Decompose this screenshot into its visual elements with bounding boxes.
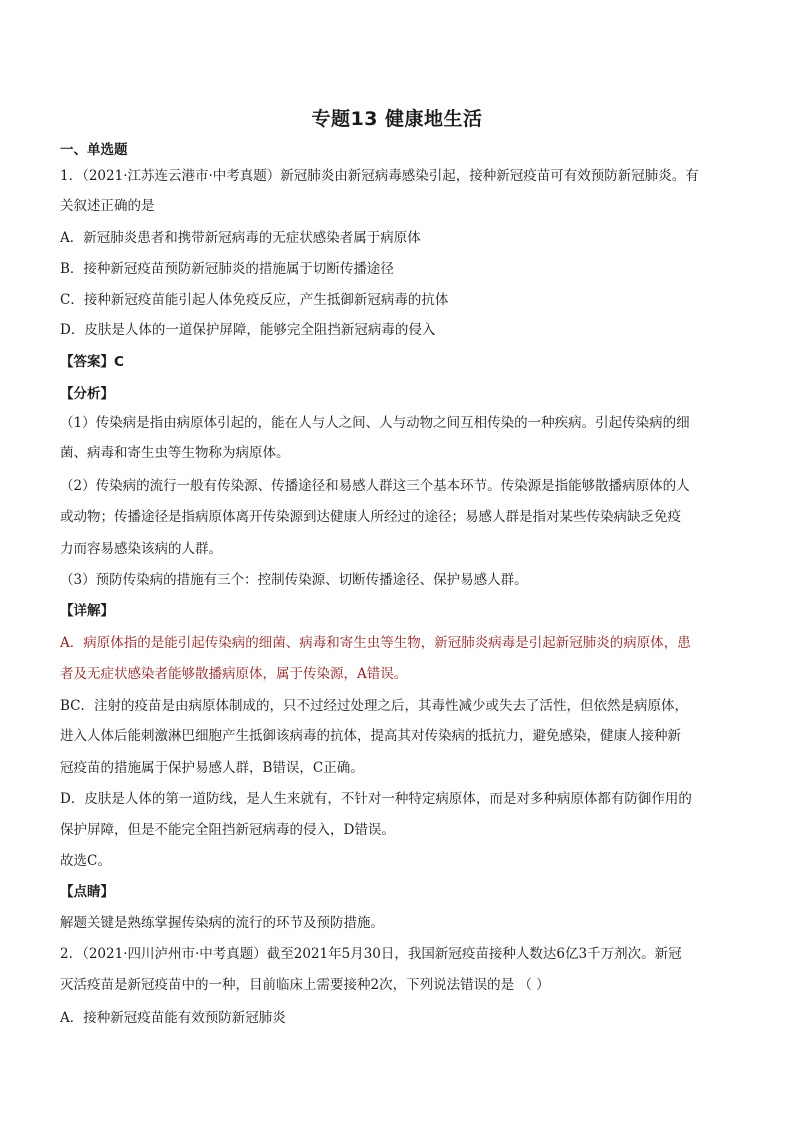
q2-stem-line-2: 灭活疫苗是新冠疫苗中的一种，目前临床上需要接种2次，下列说法错误的是 （ ）: [60, 977, 550, 993]
q1-stem-line-2: 关叙述正确的是: [60, 198, 155, 214]
q1-option-b: B．接种新冠疫苗预防新冠肺炎的措施属于切断传播途径: [60, 261, 394, 277]
q2-option-a: A．接种新冠疫苗能有效预防新冠肺炎: [60, 1010, 286, 1026]
q1-conclusion: 故选C。: [60, 853, 111, 869]
q1-detail-line: 者及无症状感染者能够散播病原体，属于传染源，A错误。: [60, 666, 408, 682]
q2-stem-line-1: 2．（2021·四川泸州市·中考真题）截至2021年5月30日，我国新冠疫苗接种人数达6亿3千万剂次。新冠: [60, 946, 682, 962]
document-title: 专题13 健康地生活: [311, 108, 483, 130]
q1-option-c: C．接种新冠疫苗能引起人体免疫反应，产生抵御新冠病毒的抗体: [60, 292, 449, 308]
q1-analysis-line: 力而容易感染该病的人群。: [60, 541, 222, 557]
q1-detail-line: BC．注射的疫苗是由病原体制成的，只不过经过处理之后，其毒性减少或失去了活性，但依然是病原体，: [60, 698, 688, 714]
q1-option-a: A．新冠肺炎患者和携带新冠病毒的无症状感染者属于病原体: [60, 230, 421, 246]
q1-tip-label: 【点睛】: [60, 884, 114, 900]
q1-option-d: D．皮肤是人体的一道保护屏障，能够完全阻挡新冠病毒的侵入: [60, 322, 436, 338]
q1-analysis-label: 【分析】: [60, 386, 114, 402]
q1-detail-line: A．病原体指的是能引起传染病的细菌、病毒和寄生虫等生物，新冠肺炎病毒是引起新冠肺炎的病原体，患: [60, 635, 691, 651]
q1-detail-line: 进入人体后能刺激淋巴细胞产生抵御该病毒的抗体，提高其对传染病的抵抗力，避免感染，健康人接种新: [60, 728, 681, 744]
q1-tip: 解题关键是熟练掌握传染病的流行的环节及预防措施。: [60, 915, 384, 931]
q1-stem-line-1: 1．（2021·江苏连云港市·中考真题）新冠肺炎由新冠病毒感染引起，接种新冠疫苗可有效预防新冠肺炎。有: [60, 168, 699, 184]
q1-detail-label: 【详解】: [60, 603, 114, 619]
q1-detail-line: D．皮肤是人体的第一道防线，是人生来就有，不针对一种特定病原体，而是对多种病原体都有防御作用的: [60, 791, 692, 807]
q1-analysis-line: 或动物；传播途径是指病原体离开传染源到达健康人所经过的途径；易感人群是指对某些传染病缺乏免疫: [60, 509, 681, 525]
q1-analysis-line: 菌、病毒和寄生虫等生物称为病原体。: [60, 445, 290, 461]
q1-analysis-line: （1）传染病是指由病原体引起的，能在人与人之间、人与动物之间互相传染的一种疾病。引起传染病的细: [60, 415, 690, 431]
q1-analysis-line: （3）预防传染病的措施有三个：控制传染源、切断传播途径、保护易感人群。: [60, 572, 528, 588]
q1-analysis-line: （2）传染病的流行一般有传染源、传播途径和易感人群这三个基本环节。传染源是指能够散播病原体的人: [60, 478, 690, 494]
q1-detail-line: 保护屏障，但是不能完全阻挡新冠病毒的侵入，D错误。: [60, 822, 395, 838]
q1-answer: 【答案】C: [60, 354, 124, 370]
section-heading: 一、单选题: [60, 142, 128, 158]
q1-detail-line: 冠疫苗的措施属于保护易感人群，B错误，C正确。: [60, 760, 364, 776]
